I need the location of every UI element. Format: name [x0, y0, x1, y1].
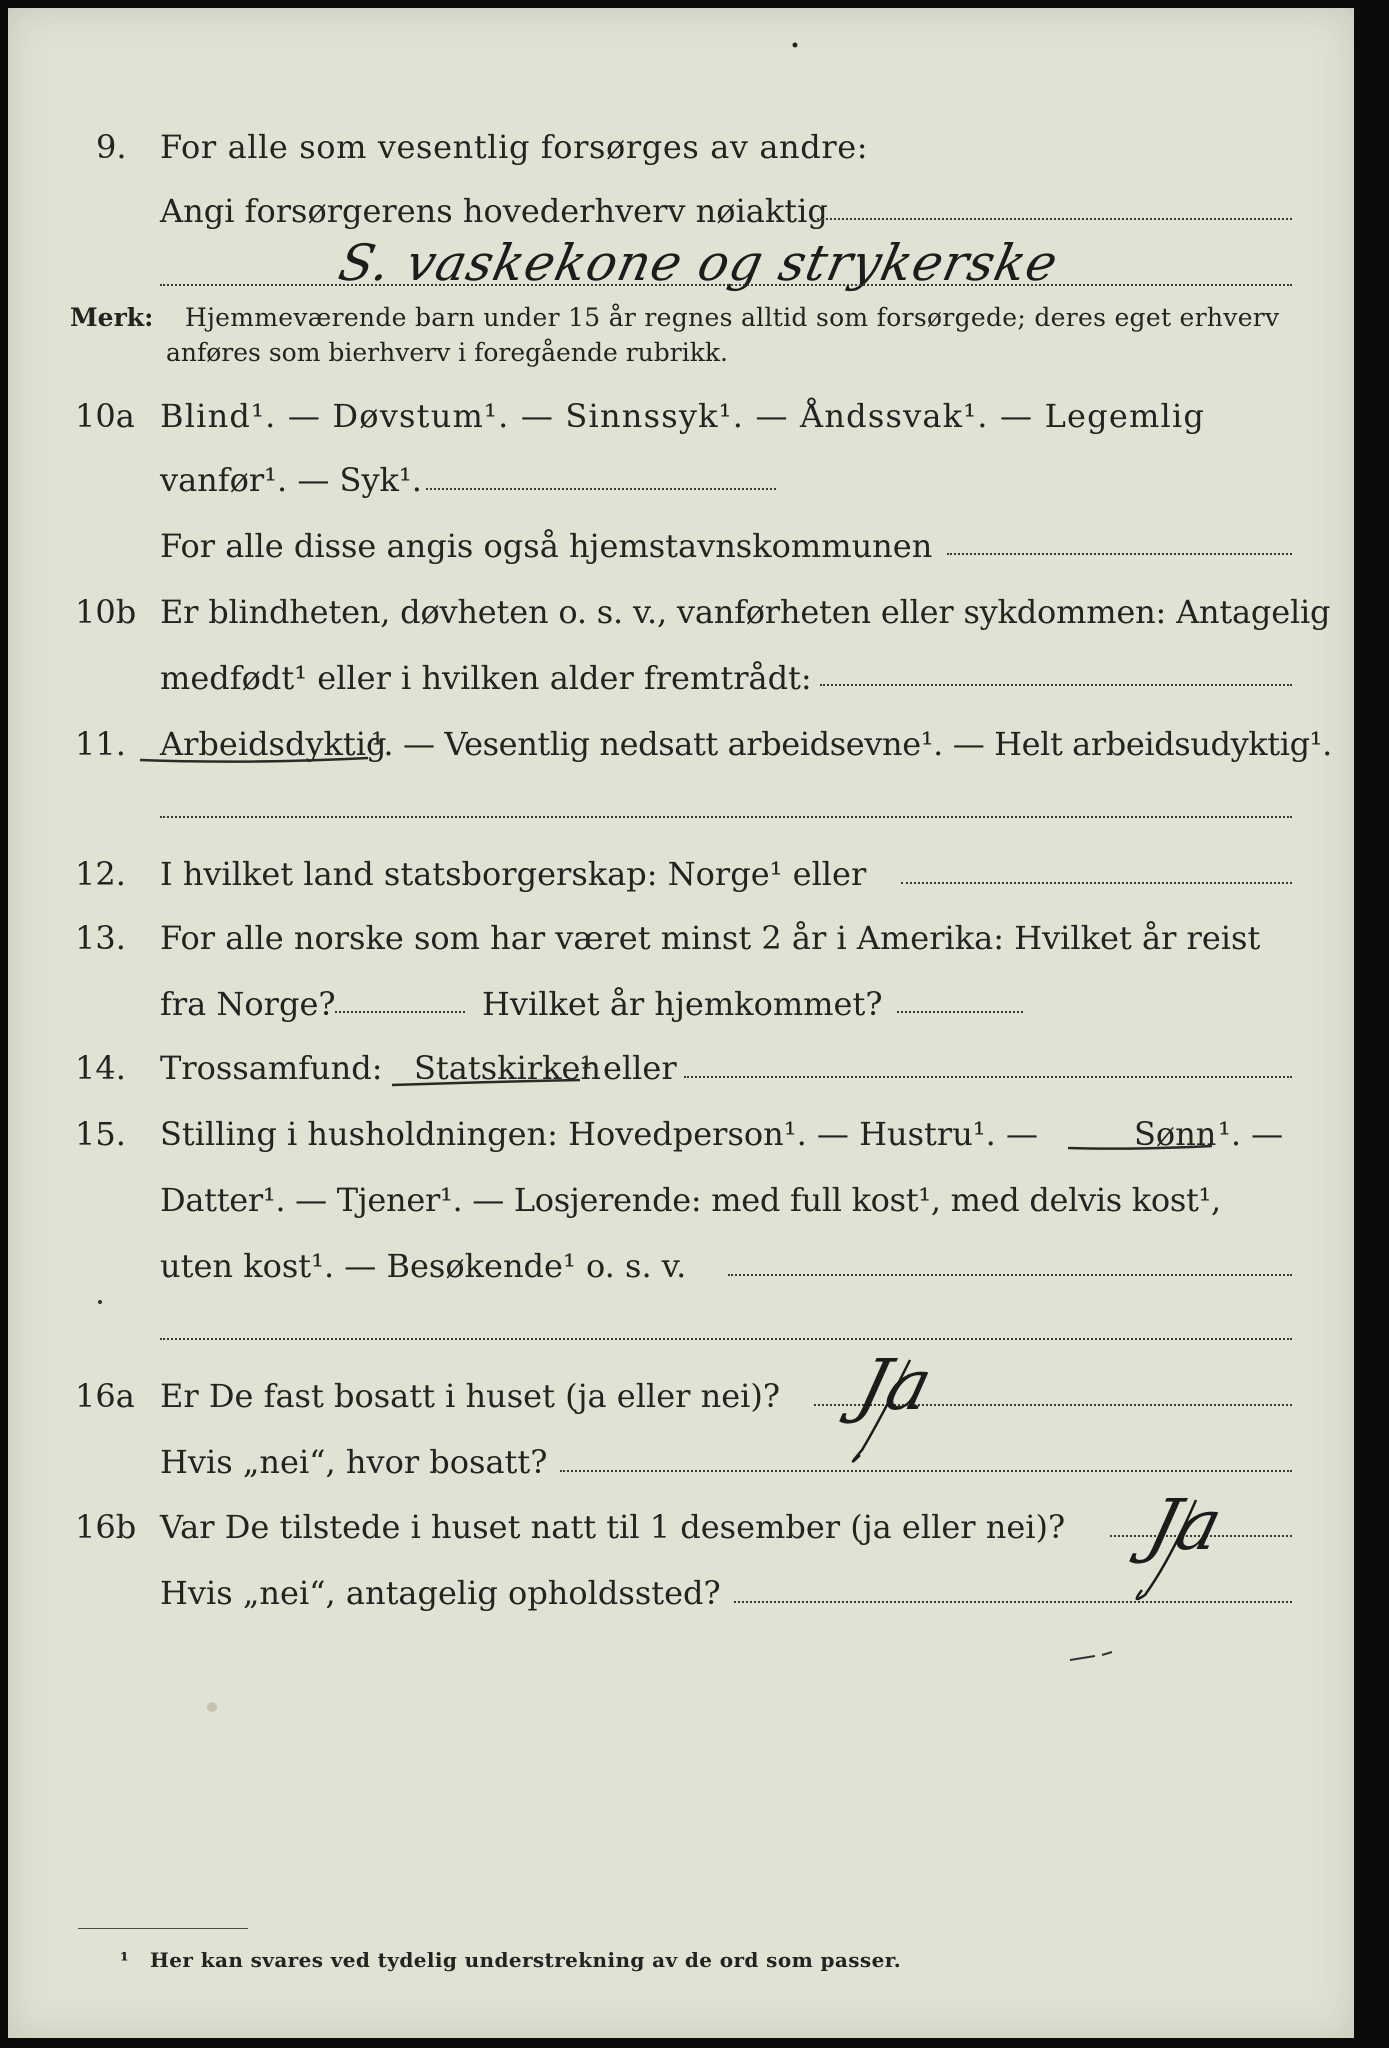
- ink-speck: [207, 1702, 217, 1712]
- ja-flourish-16a: [853, 1360, 910, 1461]
- q14-option-statskirken: Statskirken: [414, 1049, 601, 1087]
- ink-speck: [98, 1300, 102, 1304]
- q10b-line2: medfødt¹ eller i hvilken alder fremtrådt:: [160, 659, 812, 697]
- q9-handwritten-answer: S. vaskekone og strykerske: [333, 234, 1064, 292]
- q11-number: 11.: [75, 725, 126, 763]
- merk-line2: anføres som bierhverv i foregående rubrikk.: [166, 338, 728, 367]
- underline-sonn: [1068, 1146, 1212, 1149]
- q9-number: 9.: [96, 128, 127, 166]
- q13-number: 13.: [75, 919, 126, 957]
- q16b-handwritten-answer: Ja: [1139, 1484, 1231, 1566]
- q15-line2: Datter¹. — Tjener¹. — Losjerende: med full kost¹, med delvis kost¹,: [160, 1181, 1221, 1219]
- q10b-number: 10b: [75, 593, 137, 631]
- q16a-line1: Er De fast bosatt i huset (ja eller nei)?: [160, 1377, 781, 1415]
- q15-option-sonn: Sønn: [1134, 1115, 1217, 1153]
- merk-label: Merk:: [70, 303, 154, 332]
- q16b-line2: Hvis „nei“, antagelig opholdssted?: [160, 1574, 721, 1612]
- q14-number: 14.: [75, 1049, 126, 1087]
- q16a-number: 16a: [75, 1377, 135, 1415]
- underline-statskirken: [392, 1080, 580, 1085]
- q11-rest: ¹. — Vesentlig nedsatt arbeidsevne¹. — Helt arbeidsudyktig¹.: [371, 725, 1332, 763]
- q14-pre: Trossamfund:: [160, 1049, 383, 1087]
- q15-line3: uten kost¹. — Besøkende¹ o. s. v.: [160, 1247, 687, 1285]
- q14-post: ¹ eller: [580, 1049, 677, 1087]
- q16a-handwritten-answer: Ja: [849, 1344, 941, 1426]
- footnote-text: Her kan svares ved tydelig understrekning av de ord som passer.: [150, 1948, 902, 1972]
- q9-line2: Angi forsørgerens hovederhverv nøiaktig: [160, 192, 828, 230]
- q13-line2b: Hvilket år hjemkommet?: [482, 985, 883, 1023]
- merk-line1: Hjemmeværende barn under 15 år regnes alltid som forsørgede; deres eget erhverv: [185, 303, 1280, 332]
- q10a-line1: Blind¹. — Døvstum¹. — Sinnssyk¹. — Åndssvak¹. — Legemlig: [160, 397, 1206, 435]
- q12-line1: I hvilket land statsborgerskap: Norge¹ eller: [160, 855, 867, 893]
- q12-number: 12.: [75, 855, 126, 893]
- q13-line1: For alle norske som har været minst 2 år i Amerika: Hvilket år reist: [160, 919, 1261, 957]
- q16a-line2: Hvis „nei“, hvor bosatt?: [160, 1443, 548, 1481]
- q15-line1c: ¹. —: [1218, 1115, 1284, 1153]
- underline-arbeidsdyktig: [140, 758, 368, 762]
- q16b-number: 16b: [75, 1508, 137, 1546]
- q10a-line2: vanfør¹. — Syk¹.: [160, 461, 422, 499]
- ink-speck: [793, 43, 798, 48]
- q15-number: 15.: [75, 1115, 126, 1153]
- q10a-number: 10a: [75, 397, 135, 435]
- footnote-mark: ¹: [120, 1948, 129, 1972]
- q9-line1: For alle som vesentlig forsørges av andre:: [160, 128, 869, 166]
- ja-flourish-16b: [1137, 1500, 1196, 1599]
- q10a-line3: For alle disse angis også hjemstavnskommunen: [160, 527, 933, 565]
- q16b-line1: Var De tilstede i huset natt til 1 desember (ja eller nei)?: [160, 1508, 1066, 1546]
- q11-option-arbeidsdyktig: Arbeidsdyktig: [160, 725, 387, 763]
- q10b-line1: Er blindheten, døvheten o. s. v., vanførheten eller sykdommen: Antagelig: [160, 593, 1331, 631]
- q15-line1a: Stilling i husholdningen: Hovedperson¹. — Hustru¹. —: [160, 1115, 1038, 1153]
- q13-line2a: fra Norge?: [160, 985, 336, 1023]
- ink-dash: [1070, 1652, 1112, 1660]
